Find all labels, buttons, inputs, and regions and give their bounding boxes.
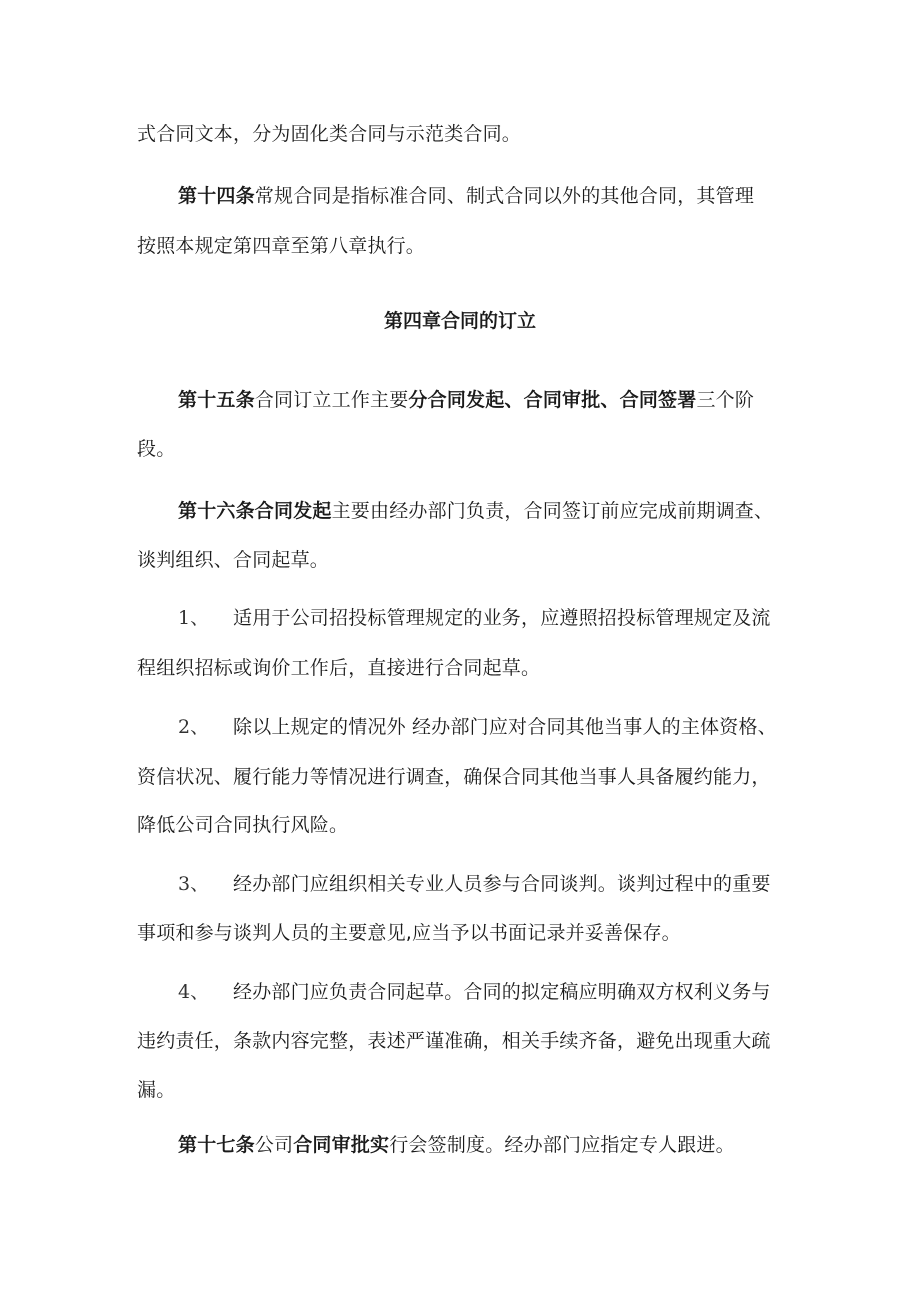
item-4-line-1: 经办部门应负责合同起草。合同的拟定稿应明确双方权利义务与 <box>233 981 771 1003</box>
article-14-label: 第十四条 <box>178 185 255 207</box>
item-4-line-2: 违约责任，条款内容完整，表述严谨准确，相关手续齐备，避免出现重大疏 <box>137 1030 771 1052</box>
item-3-number: 3、 <box>178 873 210 895</box>
article-15-text-2: 三个阶 <box>696 389 755 411</box>
article-17-bold-approval: 合同审批实 <box>293 1134 390 1156</box>
article-15-line-2: 段。 <box>137 438 176 460</box>
article-16-label: 第十六条合同发起 <box>178 500 332 522</box>
chapter-4-title: 第四章合同的订立 <box>383 310 536 332</box>
item-2-line-1: 除以上规定的情况外 经办部门应对合同其他当事人的主体资格、 <box>233 716 777 738</box>
article-16-line-1 <box>178 498 773 524</box>
article-17-text-1: 公司 <box>254 1134 294 1156</box>
article-14-line-1 <box>178 183 754 209</box>
item-1-line-2: 程组织招标或询价工作后，直接进行合同起草。 <box>137 657 541 679</box>
article-15-label: 第十五条 <box>178 389 255 411</box>
item-3-line-2: 事项和参与谈判人员的主要意见,应当予以书面记录并妥善保存。 <box>137 922 681 944</box>
item-4-line-3: 漏。 <box>137 1079 176 1101</box>
article-17-text-2: 行会签制度。经办部门应指定专人跟进。 <box>389 1134 735 1156</box>
article-15-text-1: 合同订立工作主要 <box>254 389 409 411</box>
item-3-line-1: 经办部门应组织相关专业人员参与合同谈判。谈判过程中的重要 <box>233 873 771 895</box>
item-2-line-3: 降低公司合同执行风险。 <box>137 814 349 836</box>
item-1-number: 1、 <box>178 607 210 629</box>
item-2-number: 2、 <box>178 716 210 738</box>
article-14-text: 常规合同是指标准合同、制式合同以外的其他合同，其管理 <box>254 185 755 207</box>
paragraph-continued: 式合同文本，分为固化类合同与示范类合同。 <box>137 123 522 145</box>
article-17-line-1 <box>178 1132 735 1158</box>
article-16-line-2: 谈判组织、合同起草。 <box>137 549 330 571</box>
item-4-number: 4、 <box>178 981 210 1003</box>
article-17-label: 第十七条 <box>178 1134 255 1156</box>
item-1-line-1: 适用于公司招投标管理规定的业务，应遵照招投标管理规定及流 <box>233 607 771 629</box>
item-2-line-2: 资信状况、履行能力等情况进行调查，确保合同其他当事人具备履约能力， <box>137 766 771 788</box>
article-14-line-2: 按照本规定第四章至第八章执行。 <box>137 235 426 257</box>
article-16-text: 主要由经办部门负责，合同签订前应完成前期调查、 <box>331 500 774 522</box>
article-15-bold-stages: 分合同发起、合同审批、合同签署 <box>408 389 697 411</box>
article-15-line-1 <box>178 387 754 413</box>
